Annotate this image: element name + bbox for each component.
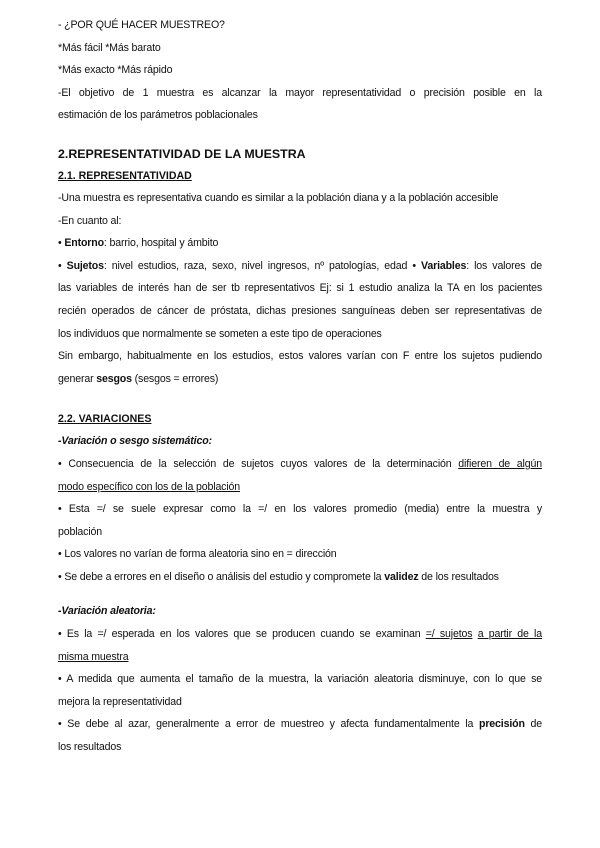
entorno-text: : barrio, hospital y ámbito xyxy=(103,237,219,250)
variacion-aleatoria-label: -Variación aleatoria: xyxy=(58,605,156,618)
subsection-2-1-title: 2.1. REPRESENTATIVIDAD xyxy=(58,169,192,182)
sesgos-pre: generar xyxy=(58,372,97,385)
errores-text: • Se debe a errores en el diseño o análisis del estudio y compromete la xyxy=(58,570,385,583)
bullet-esta-cont: población xyxy=(58,525,103,538)
variables-label: Variables xyxy=(421,259,467,272)
spacer xyxy=(58,588,542,600)
esperada-underlined-2: a partir de la xyxy=(477,628,542,641)
paragraph-variables-1: las variables de interés han de ser tb representativos Ej: si 1 estudio analiza la TA en los pacientes xyxy=(58,282,542,295)
bullet-sujetos: • Sujetos: nivel estudios, raza, sexo, nivel ingresos, nº patologías, edad • Variables: los valores de xyxy=(58,259,542,272)
variacion-sistematica-heading xyxy=(58,430,542,453)
precision-label: precisión xyxy=(479,718,525,731)
azar-post: de xyxy=(524,718,542,731)
paragraph-en-cuanto: -En cuanto al: xyxy=(58,214,122,227)
paragraph-variables-2: recién operados de cáncer de próstata, dichas presiones sanguíneas deben ser representativas de xyxy=(58,304,542,317)
sesgos-post: (sesgos = errores) xyxy=(131,372,219,385)
variacion-aleatoria-heading xyxy=(58,600,542,623)
bullet-esperada xyxy=(58,623,542,646)
paragraph-variables-3: los individuos que normalmente se someten a este tipo de operaciones xyxy=(58,327,382,340)
entorno-label: Entorno xyxy=(64,237,104,250)
bullet-azar-cont: los resultados xyxy=(58,741,122,754)
validez-label: validez xyxy=(384,570,419,583)
esperada-text: • Es la =/ esperada en los valores que se producen cuando se examinan xyxy=(58,628,426,641)
bullet-esta: • Esta =/ se suele expresar como la =/ en los valores promedio (media) entre la muestra y xyxy=(58,503,542,516)
consecuencia-underlined-cont: modo específico con los de la población xyxy=(58,480,241,493)
errores-post: de los resultados xyxy=(418,570,499,583)
section-2-title: 2.REPRESENTATIVIDAD DE LA MUESTRA xyxy=(58,146,306,161)
sujetos-text: : nivel estudios, raza, sexo, nivel ingresos, nº patologías, edad • xyxy=(103,259,422,272)
bullet-tamano: • A medida que aumenta el tamaño de la muestra, la variación aleatoria disminuye, con lo que se xyxy=(58,673,542,686)
subsection-2-2-title: 2.2. VARIACIONES xyxy=(58,413,152,426)
intro-advantages-1: *Más fácil *Más barato xyxy=(58,41,161,54)
bullet-consecuencia xyxy=(58,453,542,476)
intro-objective-cont: estimación de los parámetros poblacionales xyxy=(58,109,258,122)
esperada-underlined-1: =/ sujetos xyxy=(425,628,473,641)
sesgos-label: sesgos xyxy=(96,372,132,385)
bullet-tamano-cont: mejora la representatividad xyxy=(58,695,182,708)
bullet-azar xyxy=(58,713,542,736)
esperada-underlined-cont: misma muestra xyxy=(58,650,129,663)
bullet-esperada-cont xyxy=(58,646,542,669)
intro-question: - ¿POR QUÉ HACER MUESTREO? xyxy=(58,19,225,31)
bullet-valores: • Los valores no varían de forma aleatoria sino en = dirección xyxy=(58,548,337,561)
intro-advantages-2: *Más exacto *Más rápido xyxy=(58,64,173,77)
bullet-entorno: • Entorno: barrio, hospital y ámbito xyxy=(58,237,219,250)
bullet-errores xyxy=(58,566,542,589)
paragraph-sin-embargo: Sin embargo, habitualmente en los estudios, estos valores varían con F entre los sujetos pudiendo xyxy=(58,350,542,363)
consecuencia-underlined: difieren de algún xyxy=(458,457,542,470)
variables-text: : los valores de xyxy=(466,259,542,272)
sujetos-label: Sujetos xyxy=(66,259,104,272)
spacer xyxy=(58,390,542,408)
variacion-sistematica-label: -Variación o sesgo sistemático: xyxy=(58,435,212,448)
document-page xyxy=(58,14,542,759)
intro-objective: -El objetivo de 1 muestra es alcanzar la mayor representatividad o precisión posible en la xyxy=(58,86,542,99)
consecuencia-text: • Consecuencia de la selección de sujetos cuyos valores de la determinación xyxy=(58,457,459,470)
paragraph-representativa: -Una muestra es representativa cuando es similar a la población diana y a la población accesible xyxy=(58,191,499,204)
paragraph-sesgos xyxy=(58,368,542,391)
bullet-consecuencia-cont xyxy=(58,476,542,499)
azar-text: • Se debe al azar, generalmente a error de muestreo y afecta fundamentalmente la xyxy=(58,718,480,731)
